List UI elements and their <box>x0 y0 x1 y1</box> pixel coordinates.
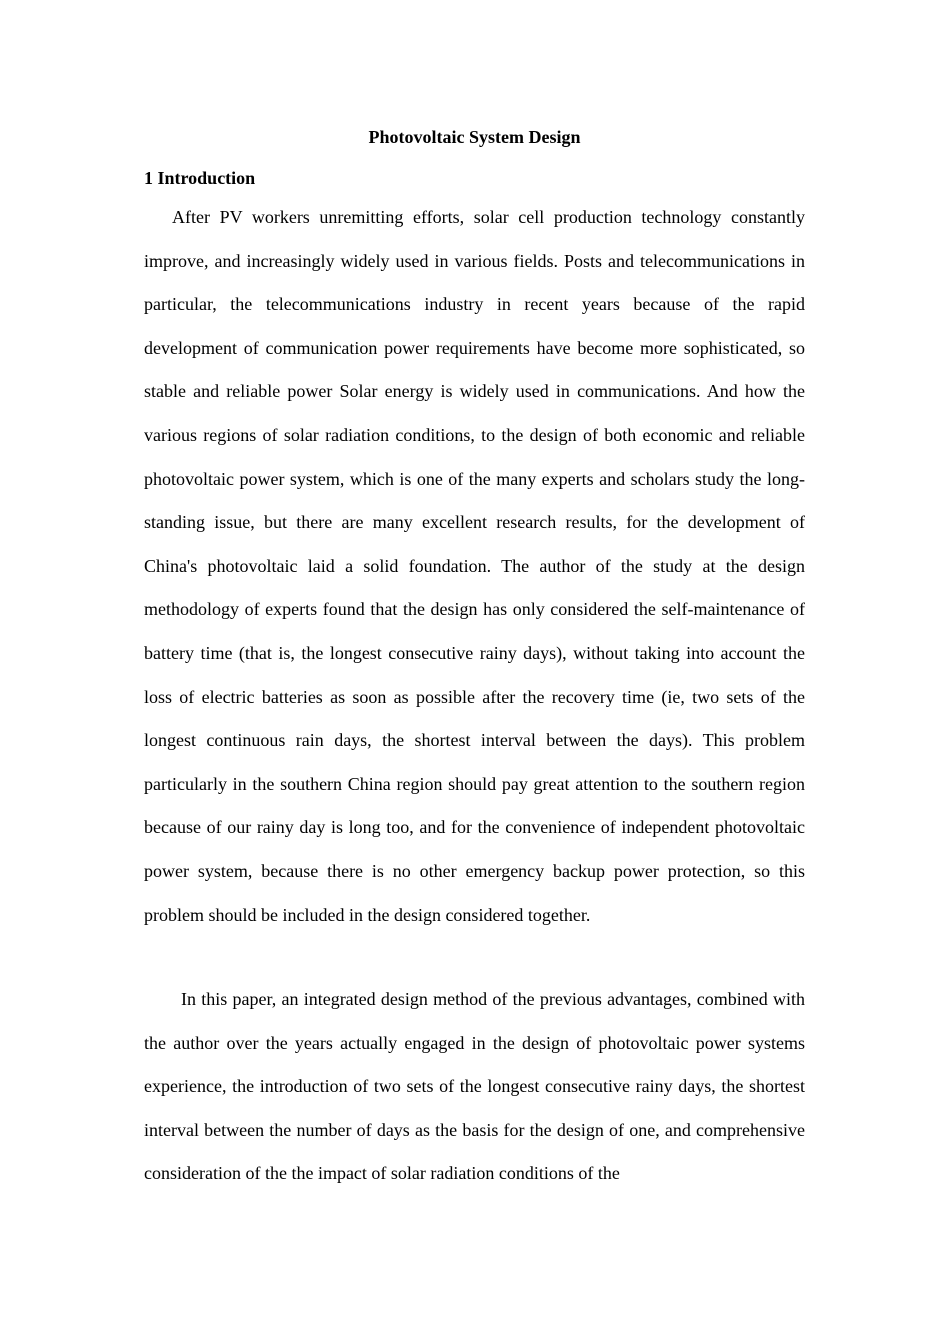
document-title: Photovoltaic System Design <box>368 127 581 147</box>
body-paragraph: After PV workers unremitting efforts, solar cell production technology constantly improve, and increasingly widely used in various fields. Posts and telecommunications in particular, the telecommunications industry in recent years because of the rapid development of communication power requirements have become more sophisticated, so stable and reliable power Solar energy is widely used in communications. And how the various regions of solar radiation conditions, to the design of both economic and reliable photovoltaic power system, which is one of the many experts and scholars study the long-standing issue, but there are many excellent research results, for the development of China's photovoltaic laid a solid foundation. The author of the study at the design methodology of experts found that the design has only considered the self-maintenance of battery time (that is, the longest consecutive rainy days), without taking into account the loss of electric batteries as soon as possible after the recovery time (ie, two sets of the longest continuous rain days, the shortest interval between the days). This problem particularly in the southern China region should pay great attention to the southern region because of our rainy day is long too, and for the convenience of independent photovoltaic power system, because there is no other emergency backup power protection, so this problem should be included in the design considered together. <box>144 207 805 925</box>
section-heading-introduction: 1 Introduction <box>144 168 256 188</box>
body-paragraph: In this paper, an integrated design method of the previous advantages, combined with the author over the years actually engaged in the design of photovoltaic power systems experience, the introduction of two sets of the longest consecutive rainy days, the shortest interval between the number of days as the basis for the design of one, and comprehensive consideration of the the impact of solar radiation conditions of the <box>144 989 805 1184</box>
